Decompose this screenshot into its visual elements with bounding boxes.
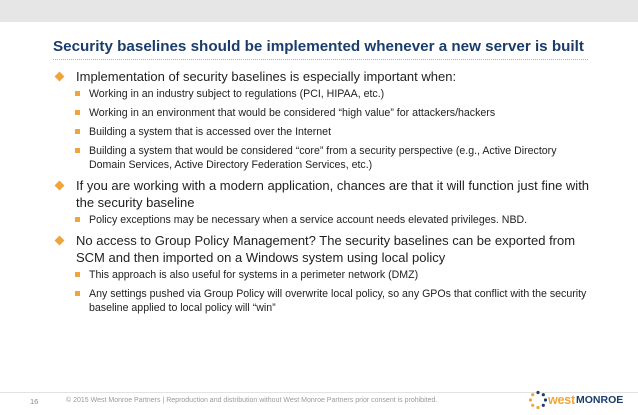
sub-bullet-text: Building a system that is accessed over the Internet — [89, 126, 332, 138]
page-number: 16 — [30, 397, 39, 406]
sub-bullet — [53, 144, 593, 172]
sub-bullet — [53, 213, 593, 227]
square-bullet-icon — [75, 291, 80, 296]
square-bullet-icon — [75, 272, 80, 277]
top-bar — [0, 0, 638, 22]
bullet-3 — [53, 232, 593, 266]
bullet-1 — [53, 68, 593, 85]
sub-bullet — [53, 106, 593, 120]
diamond-bullet-icon — [55, 181, 65, 191]
company-logo — [528, 389, 623, 411]
sub-bullet — [53, 87, 593, 101]
slide-title: Security baselines should be implemented whenever a new server is built — [53, 38, 584, 55]
sub-bullet — [53, 287, 593, 315]
sub-bullet-text: Building a system that would be considered “core” from a security perspective (e.g., Active Directory Domain Services, Active Directory Federation Services, etc.) — [89, 145, 557, 171]
sub-bullet-text: This approach is also useful for systems in a perimeter network (DMZ) — [89, 269, 419, 281]
sub-bullet — [53, 125, 593, 139]
diamond-bullet-icon — [55, 72, 65, 82]
sub-bullet-text: Working in an industry subject to regulations (PCI, HIPAA, etc.) — [89, 88, 385, 100]
sub-bullet-text: Policy exceptions may be necessary when a service account needs elevated privileges. NBD. — [89, 214, 528, 226]
square-bullet-icon — [75, 91, 80, 96]
square-bullet-icon — [75, 129, 80, 134]
slide-content — [53, 68, 593, 320]
bullet-text: Implementation of security baselines is especially important when: — [76, 69, 457, 84]
bullet-text: No access to Group Policy Management? The security baselines can be exported from SCM and then imported on a Windows system using local policy — [76, 233, 576, 265]
square-bullet-icon — [75, 110, 80, 115]
copyright-notice: © 2015 West Monroe Partners | Reproduction and distribution without West Monroe Partners prior consent is prohibited. — [66, 397, 438, 404]
logo-monroe-text: MONROE — [576, 394, 624, 406]
square-bullet-icon — [75, 217, 80, 222]
sub-bullet-text: Working in an environment that would be considered “high value” for attackers/hackers — [89, 107, 496, 119]
diamond-bullet-icon — [55, 236, 65, 246]
bullet-2 — [53, 177, 593, 211]
title-divider — [53, 59, 588, 60]
sub-bullet-text: Any settings pushed via Group Policy will overwrite local policy, so any GPOs that conflict with the security baseline applied to local policy will “win” — [89, 288, 587, 314]
logo-west-text: west — [548, 393, 575, 407]
sub-bullet — [53, 268, 593, 282]
square-bullet-icon — [75, 148, 80, 153]
bullet-text: If you are working with a modern application, chances are that it will function just fine with the security baseline — [76, 178, 590, 210]
dot-ring-logo-icon — [528, 390, 548, 410]
